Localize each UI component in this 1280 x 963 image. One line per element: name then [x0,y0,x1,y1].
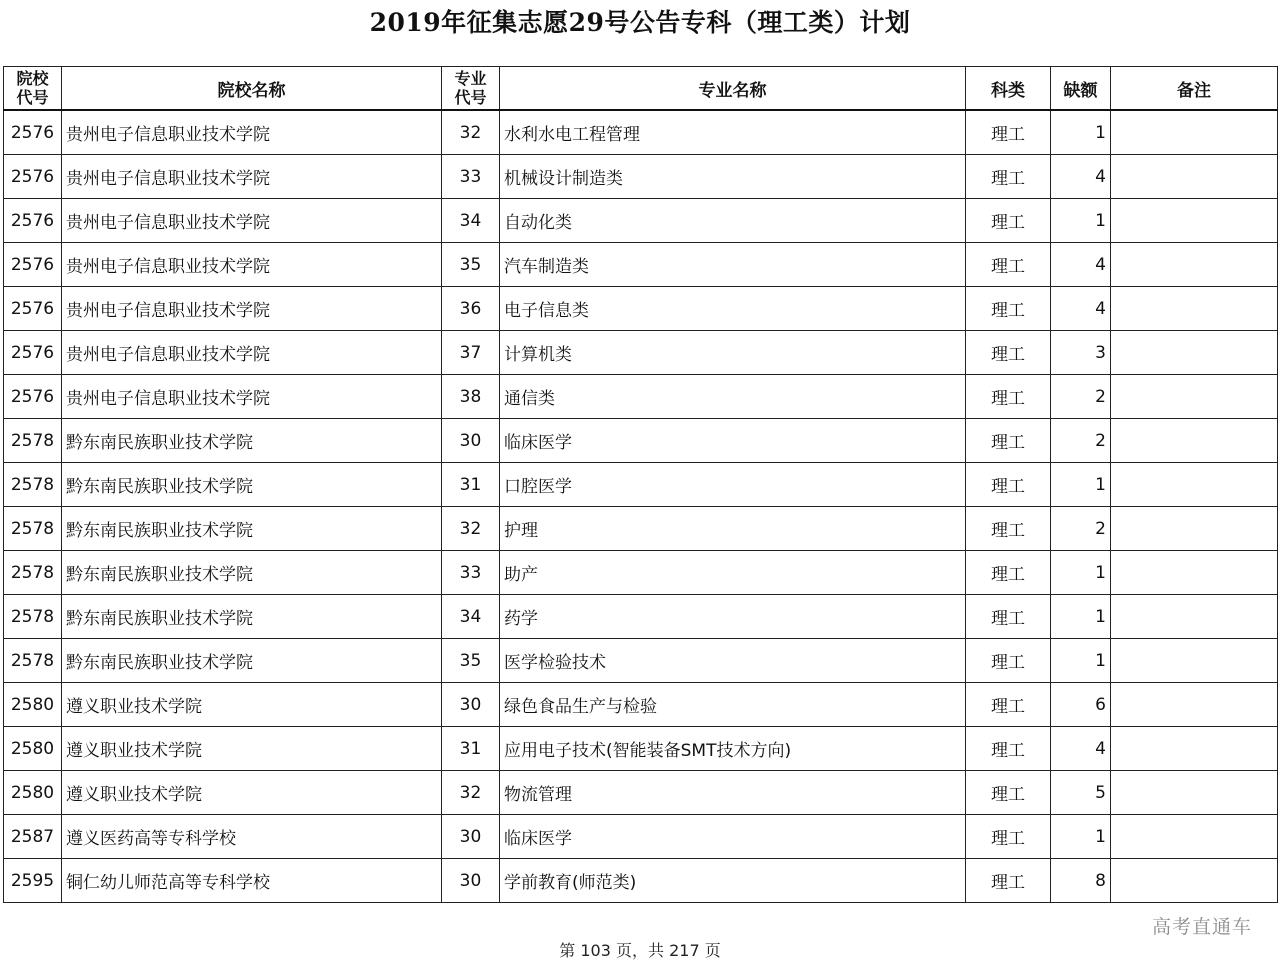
cell-school-code: 2578 [4,551,62,595]
cell-school-name: 贵州电子信息职业技术学院 [62,243,442,287]
cell-school-code: 2576 [4,110,62,155]
cell-school-code: 2578 [4,639,62,683]
cell-major-name: 临床医学 [500,815,966,859]
cell-quota: 1 [1051,463,1111,507]
cell-quota: 4 [1051,155,1111,199]
cell-school-code: 2587 [4,815,62,859]
cell-major-code: 35 [442,639,500,683]
cell-quota: 2 [1051,375,1111,419]
cell-school-name: 贵州电子信息职业技术学院 [62,155,442,199]
cell-category: 理工 [966,375,1051,419]
table-row [4,639,1278,683]
cell-notes [1111,199,1278,243]
table-row [4,815,1278,859]
cell-quota: 1 [1051,595,1111,639]
cell-school-name: 黔东南民族职业技术学院 [62,551,442,595]
cell-major-code: 31 [442,727,500,771]
cell-category: 理工 [966,639,1051,683]
cell-major-code: 30 [442,815,500,859]
plan-table [3,66,1278,903]
cell-major-code: 32 [442,771,500,815]
table-row [4,375,1278,419]
header-notes: 备注 [1111,67,1278,111]
cell-school-name: 遵义职业技术学院 [62,727,442,771]
cell-school-name: 黔东南民族职业技术学院 [62,639,442,683]
header-major-name: 专业名称 [500,67,966,111]
cell-major-name: 助产 [500,551,966,595]
cell-category: 理工 [966,243,1051,287]
cell-major-code: 34 [442,199,500,243]
cell-quota: 4 [1051,243,1111,287]
cell-school-name: 遵义职业技术学院 [62,771,442,815]
cell-notes [1111,419,1278,463]
cell-school-name: 遵义医药高等专科学校 [62,815,442,859]
cell-school-code: 2580 [4,683,62,727]
cell-major-code: 30 [442,419,500,463]
cell-major-name: 电子信息类 [500,287,966,331]
header-school-code-line1: 院校 [16,69,49,88]
cell-quota: 4 [1051,727,1111,771]
table-row [4,507,1278,551]
cell-school-name: 铜仁幼儿师范高等专科学校 [62,859,442,903]
cell-notes [1111,551,1278,595]
table-row [4,287,1278,331]
cell-notes [1111,155,1278,199]
cell-notes [1111,683,1278,727]
header-school-code-line2: 代号 [16,88,49,107]
cell-school-name: 黔东南民族职业技术学院 [62,463,442,507]
cell-school-code: 2576 [4,375,62,419]
cell-major-name: 口腔医学 [500,463,966,507]
cell-school-name: 贵州电子信息职业技术学院 [62,375,442,419]
cell-quota: 8 [1051,859,1111,903]
cell-quota: 1 [1051,551,1111,595]
cell-major-code: 33 [442,551,500,595]
cell-category: 理工 [966,595,1051,639]
cell-notes [1111,243,1278,287]
cell-school-code: 2580 [4,771,62,815]
cell-school-name: 贵州电子信息职业技术学院 [62,331,442,375]
cell-school-code: 2578 [4,595,62,639]
table-body [4,110,1278,903]
cell-notes [1111,727,1278,771]
cell-category: 理工 [966,463,1051,507]
cell-quota: 3 [1051,331,1111,375]
table-row [4,199,1278,243]
table-row [4,859,1278,903]
cell-category: 理工 [966,331,1051,375]
cell-school-name: 贵州电子信息职业技术学院 [62,199,442,243]
cell-notes [1111,859,1278,903]
cell-notes [1111,331,1278,375]
cell-school-code: 2578 [4,419,62,463]
header-major-code [442,67,500,111]
cell-category: 理工 [966,419,1051,463]
cell-school-code: 2576 [4,287,62,331]
cell-school-code: 2576 [4,331,62,375]
cell-category: 理工 [966,771,1051,815]
table-row [4,331,1278,375]
cell-category: 理工 [966,155,1051,199]
cell-notes [1111,507,1278,551]
cell-major-code: 32 [442,110,500,155]
cell-school-name: 贵州电子信息职业技术学院 [62,110,442,155]
cell-school-code: 2578 [4,507,62,551]
cell-category: 理工 [966,683,1051,727]
cell-quota: 1 [1051,199,1111,243]
cell-major-name: 学前教育(师范类) [500,859,966,903]
cell-major-name: 物流管理 [500,771,966,815]
header-major-code-line2: 代号 [454,88,487,107]
cell-major-code: 30 [442,683,500,727]
cell-major-name: 护理 [500,507,966,551]
cell-category: 理工 [966,110,1051,155]
cell-school-code: 2578 [4,463,62,507]
cell-major-name: 汽车制造类 [500,243,966,287]
cell-school-name: 贵州电子信息职业技术学院 [62,287,442,331]
table-row [4,771,1278,815]
cell-school-name: 黔东南民族职业技术学院 [62,419,442,463]
cell-major-code: 33 [442,155,500,199]
cell-quota: 1 [1051,815,1111,859]
cell-major-name: 水利水电工程管理 [500,110,966,155]
cell-school-code: 2595 [4,859,62,903]
watermark: 高考直通车 [1151,916,1252,938]
cell-quota: 2 [1051,507,1111,551]
cell-major-name: 计算机类 [500,331,966,375]
cell-major-name: 绿色食品生产与检验 [500,683,966,727]
cell-notes [1111,287,1278,331]
cell-major-name: 机械设计制造类 [500,155,966,199]
cell-category: 理工 [966,859,1051,903]
cell-major-name: 通信类 [500,375,966,419]
cell-major-code: 34 [442,595,500,639]
cell-quota: 1 [1051,639,1111,683]
cell-notes [1111,771,1278,815]
cell-quota: 5 [1051,771,1111,815]
cell-major-code: 32 [442,507,500,551]
cell-quota: 2 [1051,419,1111,463]
cell-major-name: 药学 [500,595,966,639]
cell-quota: 1 [1051,110,1111,155]
header-school-name: 院校名称 [62,67,442,111]
cell-category: 理工 [966,815,1051,859]
header-major-code-line1: 专业 [454,69,487,88]
cell-major-name: 自动化类 [500,199,966,243]
cell-category: 理工 [966,507,1051,551]
header-school-code [4,67,62,111]
table-row [4,683,1278,727]
cell-category: 理工 [966,287,1051,331]
cell-school-code: 2576 [4,199,62,243]
cell-school-code: 2576 [4,155,62,199]
cell-major-name: 临床医学 [500,419,966,463]
header-quota: 缺额 [1051,67,1111,111]
cell-major-code: 37 [442,331,500,375]
cell-school-name: 黔东南民族职业技术学院 [62,507,442,551]
table-row [4,110,1278,155]
table-row [4,155,1278,199]
cell-notes [1111,639,1278,683]
page-footer: 第 103 页，共 217 页 [559,941,721,960]
cell-notes [1111,463,1278,507]
cell-major-code: 36 [442,287,500,331]
cell-school-name: 遵义职业技术学院 [62,683,442,727]
table-header-row [4,67,1278,111]
table-row [4,419,1278,463]
cell-school-name: 黔东南民族职业技术学院 [62,595,442,639]
cell-notes [1111,815,1278,859]
cell-major-code: 38 [442,375,500,419]
page-title: 2019年征集志愿29号公告专科（理工类）计划 [369,8,911,37]
cell-school-code: 2580 [4,727,62,771]
cell-notes [1111,595,1278,639]
cell-category: 理工 [966,199,1051,243]
cell-major-code: 30 [442,859,500,903]
cell-quota: 4 [1051,287,1111,331]
table-row [4,595,1278,639]
cell-notes [1111,375,1278,419]
cell-major-name: 应用电子技术(智能装备SMT技术方向) [500,727,966,771]
cell-category: 理工 [966,727,1051,771]
cell-major-name: 医学检验技术 [500,639,966,683]
table-row [4,727,1278,771]
cell-notes [1111,110,1278,155]
cell-major-code: 31 [442,463,500,507]
cell-major-code: 35 [442,243,500,287]
cell-school-code: 2576 [4,243,62,287]
header-category: 科类 [966,67,1051,111]
table-row [4,551,1278,595]
cell-category: 理工 [966,551,1051,595]
table-row [4,463,1278,507]
table-row [4,243,1278,287]
cell-quota: 6 [1051,683,1111,727]
